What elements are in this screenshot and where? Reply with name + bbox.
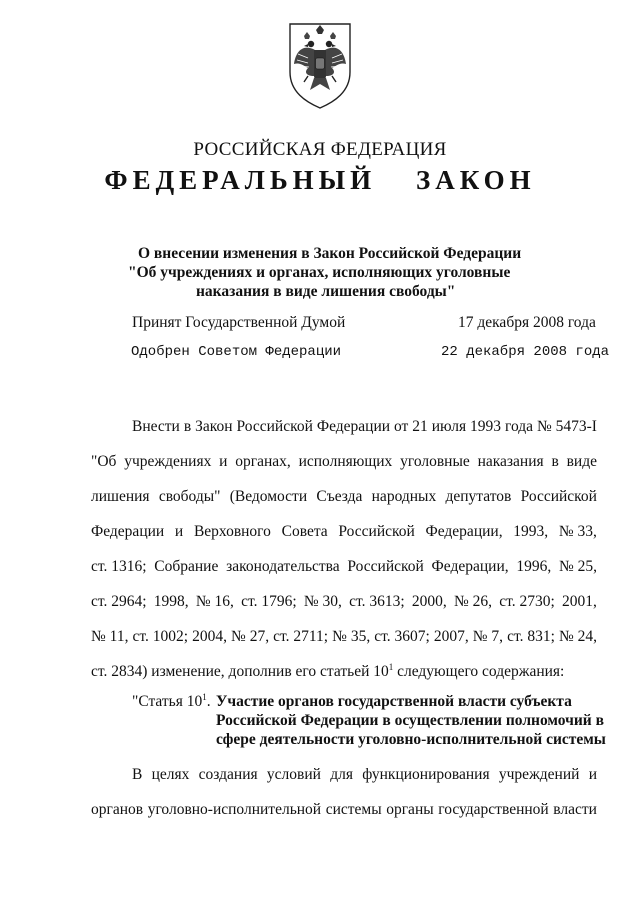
word: 1998, <box>153 593 189 610</box>
subject-line-2: "Об учреждениях и органах, исполняющих уголовные <box>128 264 511 281</box>
word: Съезда <box>316 488 363 505</box>
body-line-5 <box>91 558 597 576</box>
word: условий <box>266 766 321 783</box>
word: и <box>588 766 597 783</box>
article-title-line-1: Участие органов государственной власти субъекта <box>216 693 572 710</box>
word: целях <box>151 766 190 783</box>
word: "Об <box>91 453 117 470</box>
word: Внести <box>132 418 180 435</box>
word: Российской <box>520 488 597 505</box>
word: № 30, <box>303 593 342 610</box>
law-title-word-2: ЗАКОН <box>415 165 536 195</box>
word: № 26, <box>454 593 493 610</box>
word: № 25, <box>558 558 597 575</box>
word: 2001, <box>562 593 597 610</box>
word: № 35, <box>332 628 371 645</box>
word: № 16, <box>195 593 234 610</box>
word: Федерации, <box>431 558 509 575</box>
word: органов <box>91 801 144 818</box>
article-text-line-2 <box>91 801 597 819</box>
word: года <box>504 418 534 435</box>
word: Федерации <box>91 523 165 540</box>
article-label: "Статья $10^1$. <box>132 691 211 710</box>
article-title-line-2: Российской Федерации в осуществлении полномочий в <box>216 712 604 729</box>
subject-line-1: О внесении изменения в Закон Российской Федерации <box>138 245 522 262</box>
word: народных <box>371 488 437 505</box>
word: № 7, <box>472 628 504 645</box>
word: ст. 2730; <box>499 593 555 610</box>
word: № 27, <box>231 628 270 645</box>
word: № 11, <box>91 628 129 645</box>
duma-adoption-label: Принят Государственной Думой <box>132 314 346 331</box>
word: ст. 1002; <box>132 628 189 645</box>
word: законодательства <box>226 558 340 575</box>
word: Собрание <box>154 558 219 575</box>
word: и <box>219 453 228 470</box>
word: ст. 1316; <box>91 558 147 575</box>
word: депутатов <box>445 488 512 505</box>
word: Федерации <box>316 418 391 435</box>
word: ст. 1796; <box>241 593 297 610</box>
word: 2007, <box>433 628 469 645</box>
word: 1993, <box>513 523 549 540</box>
word: ст. 2711; <box>273 628 329 645</box>
country-name: РОССИЙСКАЯ ФЕДЕРАЦИЯ <box>193 139 447 160</box>
law-title-word-1: ФЕДЕРАЛЬНЫЙ <box>104 165 377 195</box>
word: Российской <box>347 558 424 575</box>
word: от <box>393 418 409 435</box>
word: № 5473-I <box>536 418 597 435</box>
word: ст. 2964; <box>91 593 147 610</box>
word: Совета <box>281 523 328 540</box>
subject-line-3: наказания в виде лишения свободы" <box>196 283 456 300</box>
body-line-6 <box>91 593 597 611</box>
word: 1996, <box>516 558 552 575</box>
word: в <box>551 453 559 470</box>
document-type-title <box>0 165 640 196</box>
body-line-1 <box>132 418 597 436</box>
word: учреждений <box>498 766 580 783</box>
article-text-line-1 <box>132 766 597 784</box>
word: 2000, <box>411 593 447 610</box>
word: уголовно-исполнительной <box>147 801 322 818</box>
word: 2004, <box>192 628 227 645</box>
word: июля <box>431 418 467 435</box>
word: власти <box>553 801 597 818</box>
word: для <box>330 766 353 783</box>
russian-coat-of-arms-icon <box>282 20 358 110</box>
word: (Ведомости <box>229 488 308 505</box>
word: ст. 3613; <box>349 593 405 610</box>
word: государственной <box>438 801 549 818</box>
body-line-2 <box>91 453 597 471</box>
word: учреждениях <box>124 453 212 470</box>
duma-adoption-date: 17 декабря 2008 года <box>458 314 596 331</box>
body-line-7 <box>91 628 597 646</box>
word: Верховного <box>193 523 271 540</box>
body-line-4 <box>91 523 597 541</box>
word: 1993 <box>470 418 502 435</box>
word: органы <box>386 801 434 818</box>
council-approval-label: Одобрен Советом Федерации <box>131 344 342 360</box>
body-line-8: ст. 2834) изменение, дополнив его статьей $10^1$ следующего содержания: <box>91 661 565 680</box>
word: Закон <box>195 418 233 435</box>
word: Российской <box>236 418 313 435</box>
word: виде <box>566 453 597 470</box>
word: уголовные <box>400 453 470 470</box>
body-line-3 <box>91 488 597 506</box>
word: свободы" <box>158 488 221 505</box>
word: ст. 831; <box>507 628 555 645</box>
word: № 33, <box>558 523 597 540</box>
word: системы <box>325 801 382 818</box>
word: В <box>132 766 143 783</box>
word: исполняющих <box>298 453 393 470</box>
word: № 24, <box>558 628 597 645</box>
word: в <box>183 418 192 435</box>
word: лишения <box>91 488 150 505</box>
word: органах, <box>235 453 291 470</box>
word: Федерации, <box>425 523 503 540</box>
word: ст. 3607; <box>374 628 430 645</box>
word: функционирования <box>362 766 490 783</box>
word: создания <box>198 766 258 783</box>
word: Российской <box>338 523 415 540</box>
word: и <box>174 523 184 540</box>
article-title-line-3: сфере деятельности уголовно-исполнительной системы <box>216 731 606 748</box>
council-approval-date: 22 декабря 2008 года <box>441 344 610 360</box>
word: 21 <box>412 418 428 435</box>
word: наказания <box>477 453 544 470</box>
